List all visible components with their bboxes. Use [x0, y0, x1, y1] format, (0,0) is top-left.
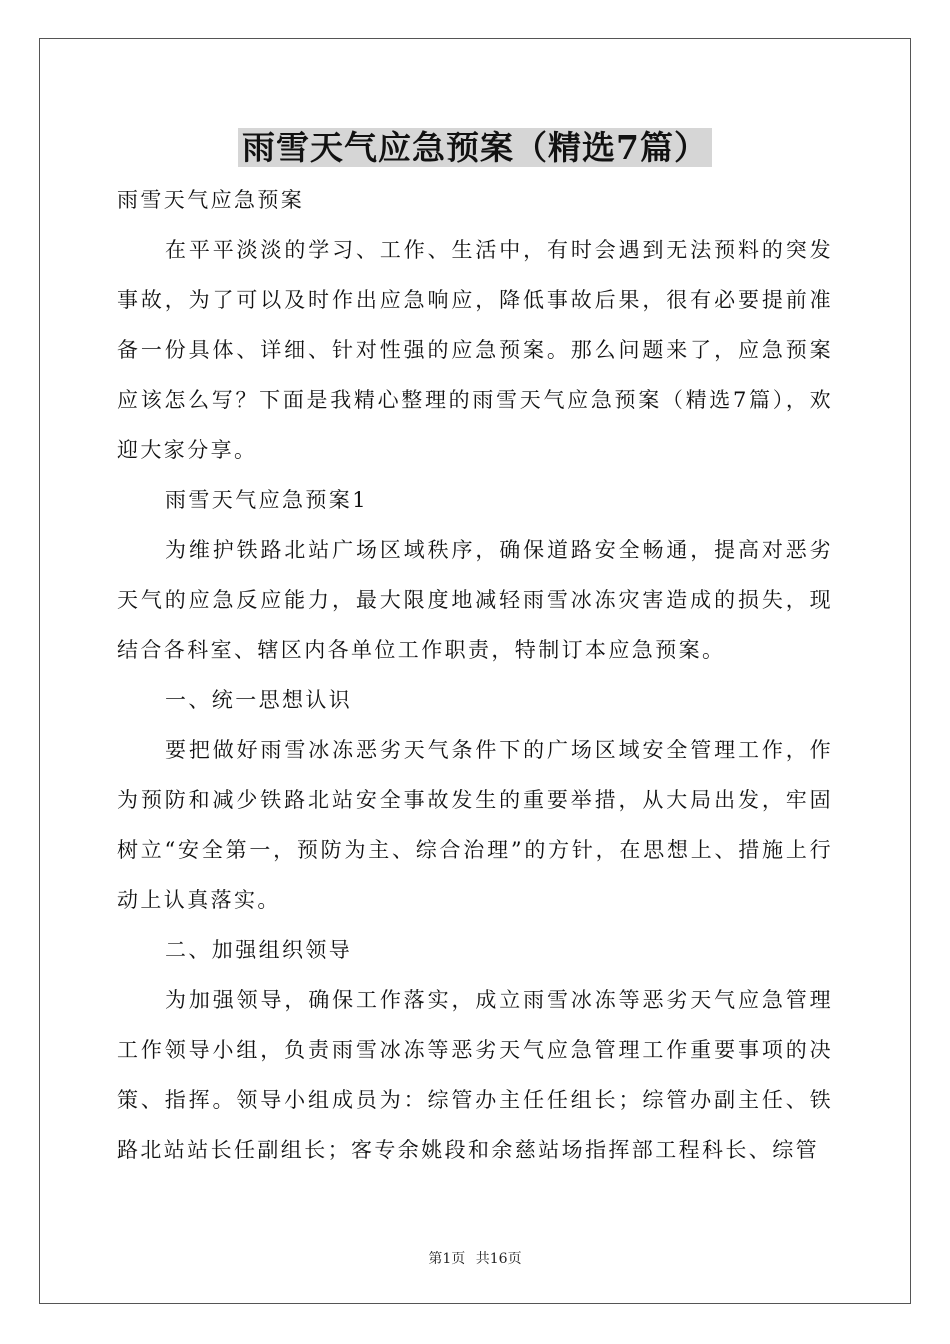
section-heading-unify-thinking: 一、统一思想认识: [165, 688, 353, 712]
document-body: [117, 175, 833, 1175]
paragraph-plan-1-purpose: 为维护铁路北站广场区域秩序，确保道路安全畅通，提高对恶劣天气的应急反应能力，最大限度地减轻雨雪冰冻灾害造成的损失，现结合各科室、辖区内各单位工作职责，特制订本应急预案。: [117, 538, 833, 662]
document-title-text: 雨雪天气应急预案（精选7篇）: [238, 128, 712, 167]
page-number: 第1页: [428, 1251, 466, 1267]
section-heading-leadership: 二、加强组织领导: [165, 938, 353, 962]
document-title: [0, 127, 950, 169]
paragraph-unify-thinking: 要把做好雨雪冰冻恶劣天气条件下的广场区域安全管理工作，作为预防和减少铁路北站安全事故发生的重要举措，从大局出发，牢固树立“安全第一，预防为主、综合治理”的方针，在思想上、措施上行动上认真落实。: [117, 738, 833, 912]
page-footer: [0, 1248, 950, 1268]
paragraph-subtitle: 雨雪天气应急预案: [117, 188, 305, 212]
section-heading-plan-1: 雨雪天气应急预案1: [165, 488, 368, 512]
paragraph-intro: 在平平淡淡的学习、工作、生活中，有时会遇到无法预料的突发事故，为了可以及时作出应急响应，降低事故后果，很有必要提前准备一份具体、详细、针对性强的应急预案。那么问题来了，应急预案应该怎么写？下面是我精心整理的雨雪天气应急预案（精选7篇），欢迎大家分享。: [117, 238, 833, 462]
paragraph-leadership: 为加强领导，确保工作落实，成立雨雪冰冻等恶劣天气应急管理工作领导小组，负责雨雪冰冻等恶劣天气应急管理工作重要事项的决策、指挥。领导小组成员为：综管办主任任组长；综管办副主任、铁路北站站长任副组长；客专余姚段和余慈站场指挥部工程科长、综管: [117, 988, 833, 1162]
page-total: 共16页: [475, 1251, 522, 1267]
